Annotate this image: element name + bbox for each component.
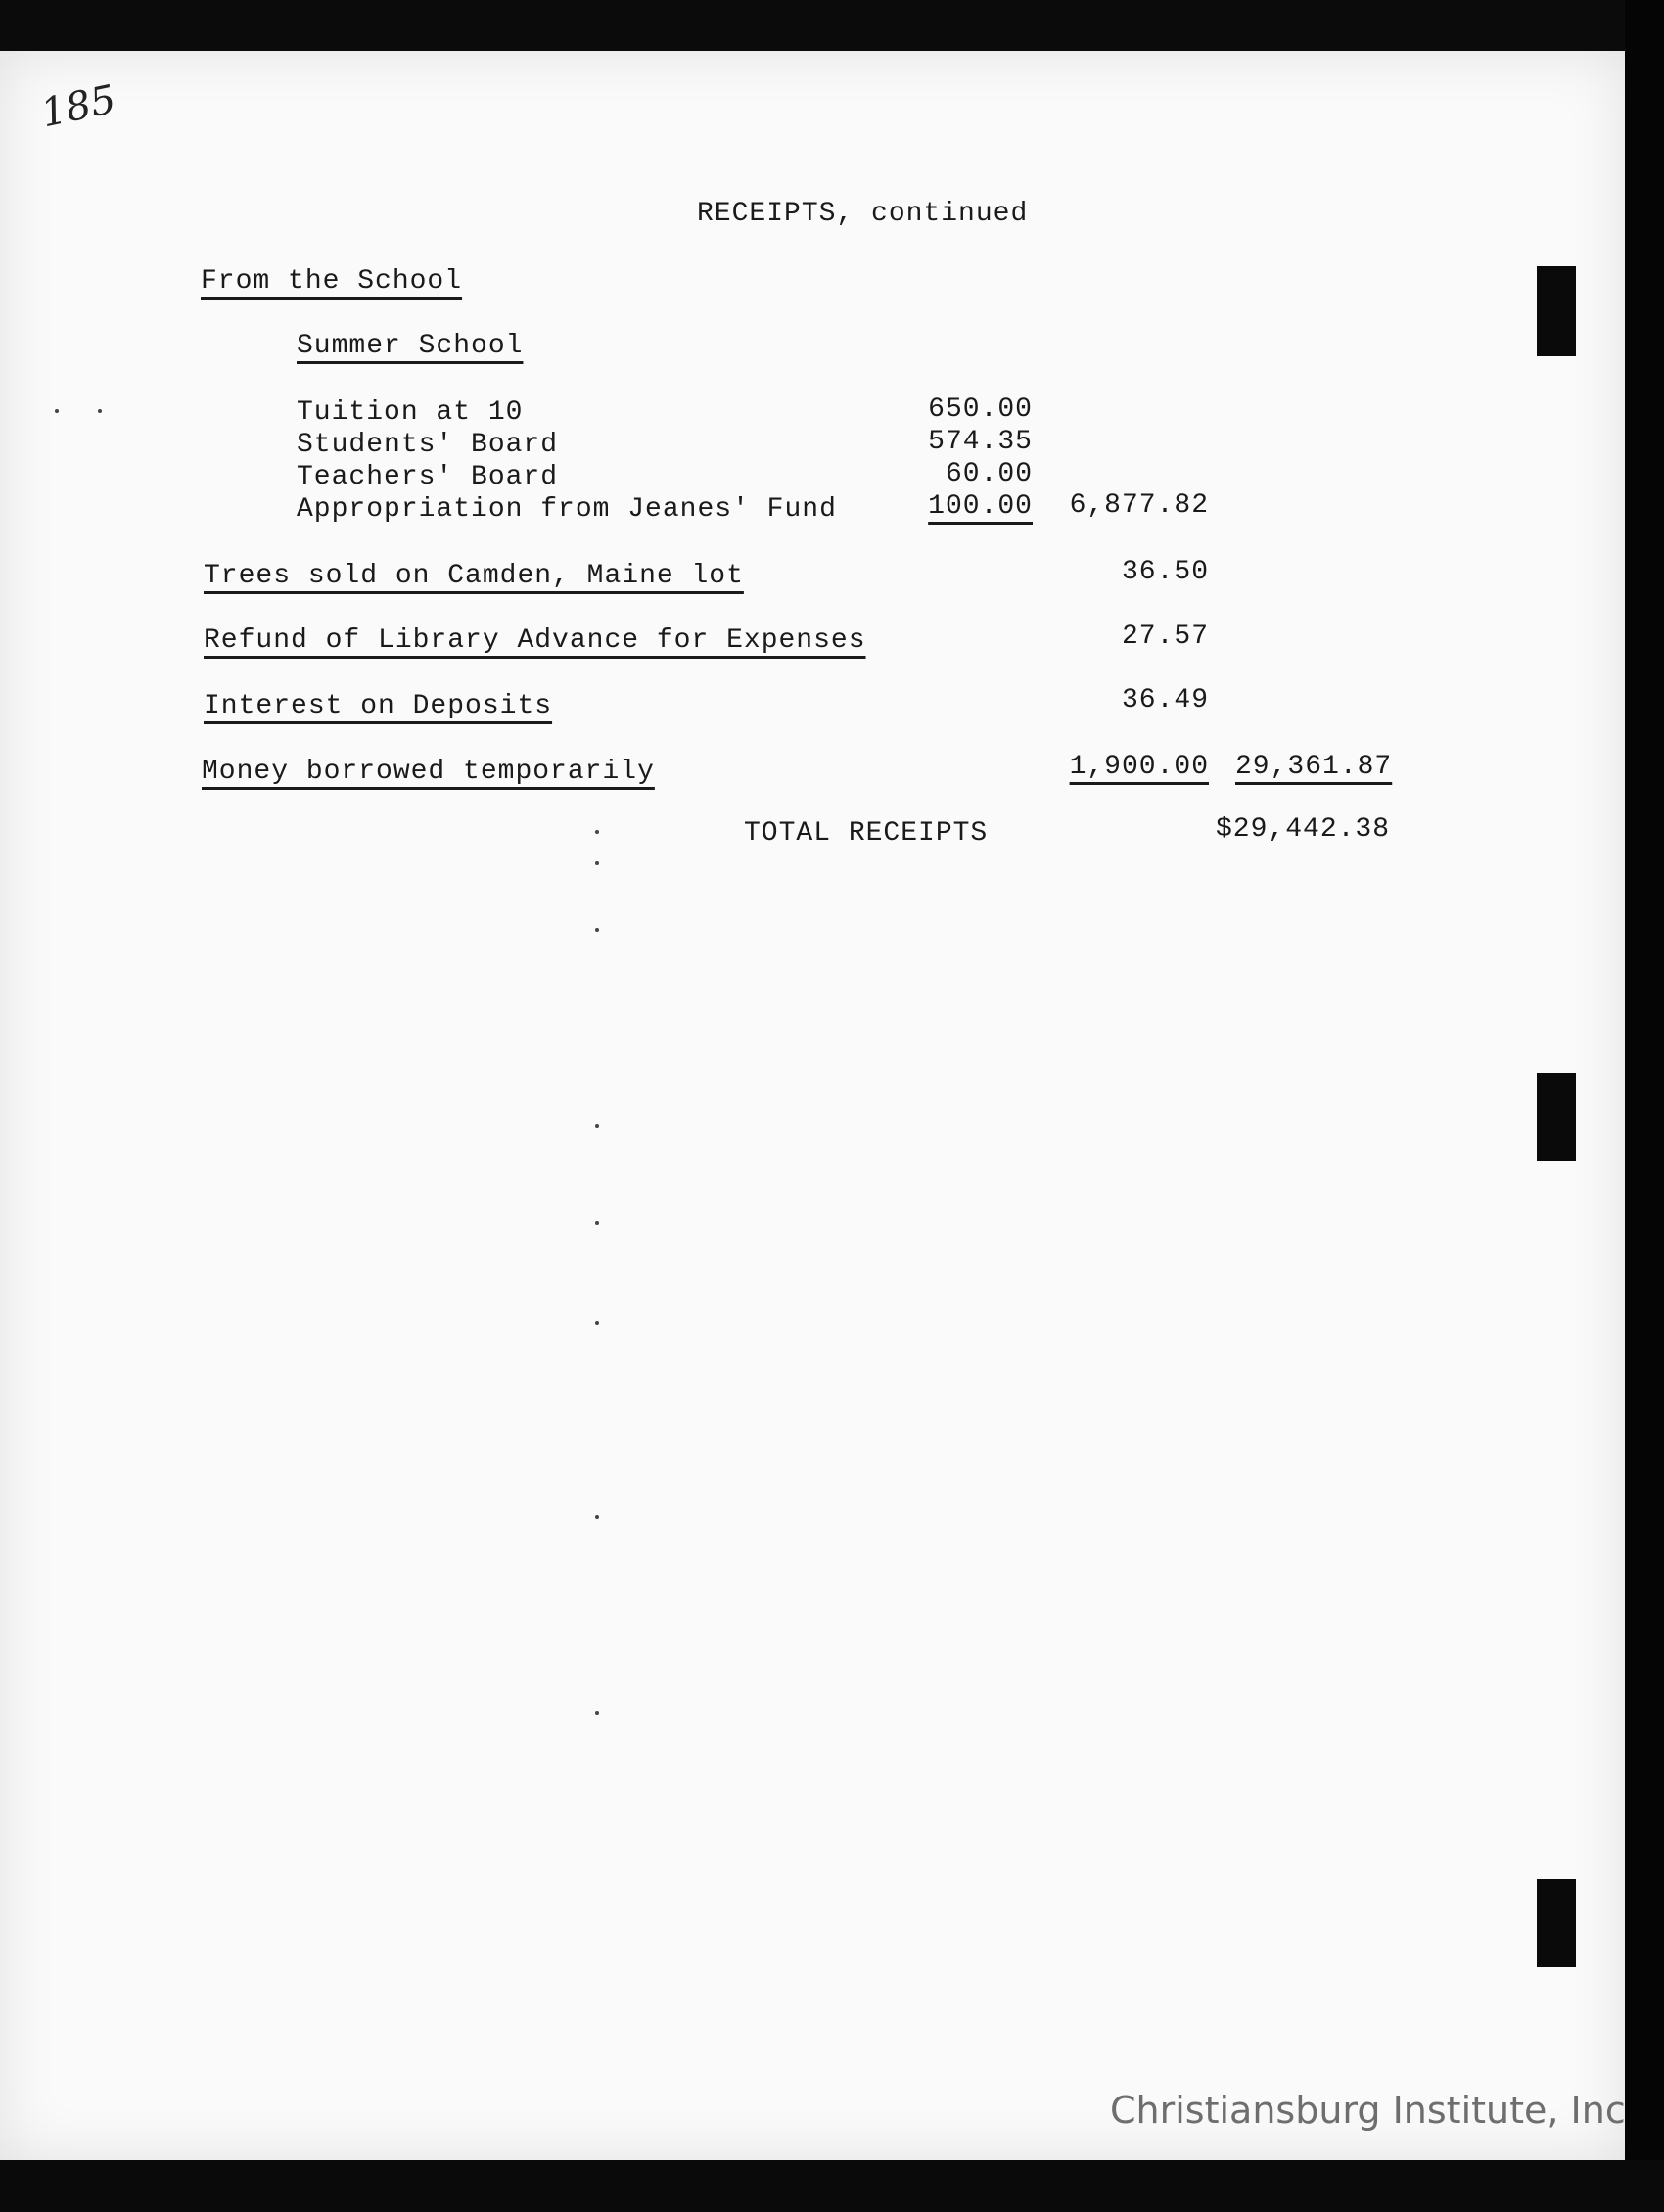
line-item-label: Tuition at 10 [297,397,524,428]
line-item-amount: 60.00 [945,459,1033,489]
scan-speck [98,409,102,413]
scan-speck [595,861,599,865]
scan-speck [55,409,59,413]
page-title: RECEIPTS, continued [697,199,1029,229]
line-item-label: Students' Board [297,430,559,460]
scan-speck [595,1711,599,1715]
line-item-amount: 574.35 [928,427,1033,457]
archive-watermark: Christiansburg Institute, Inc [1110,2089,1626,2132]
line-item-label: Appropriation from Jeanes' Fund [297,494,837,525]
scan-speck [595,1321,599,1325]
receipt-label: Trees sold on Camden, Maine lot [204,561,744,591]
receipt-label: Money borrowed temporarily [202,757,655,787]
binder-tab-bottom [1537,1879,1576,1967]
total-receipts-label: TOTAL RECEIPTS [744,818,989,849]
summer-school-subtotal: 6,877.82 [1069,490,1209,521]
section-heading: From the School [201,266,463,297]
receipt-amount: 1,900.00 [1069,752,1209,782]
line-item-amount: 100.00 [928,491,1033,522]
scan-border-bottom [0,2160,1664,2212]
line-item-label: Teachers' Board [297,462,559,492]
document-page [0,51,1625,2160]
receipts-total-before-summary: 29,361.87 [1235,752,1393,782]
scan-speck [595,1124,599,1128]
handwritten-page-number: 185 [37,76,120,137]
scan-speck [595,1515,599,1519]
receipt-amount: 27.57 [1121,622,1209,652]
receipt-label: Refund of Library Advance for Expenses [204,625,866,656]
scan-speck [595,830,599,834]
scan-speck [595,1221,599,1225]
binder-tab-middle [1537,1073,1576,1161]
receipt-label: Interest on Deposits [204,691,553,721]
receipt-amount: 36.49 [1121,685,1209,715]
scan-speck [595,928,599,932]
total-receipts-value: $29,442.38 [1216,814,1391,845]
receipt-amount: 36.50 [1121,557,1209,587]
subsection-heading: Summer School [297,331,524,361]
binder-tab-top [1537,266,1576,356]
line-item-amount: 650.00 [928,394,1033,425]
scan-border-right [1625,0,1664,2212]
